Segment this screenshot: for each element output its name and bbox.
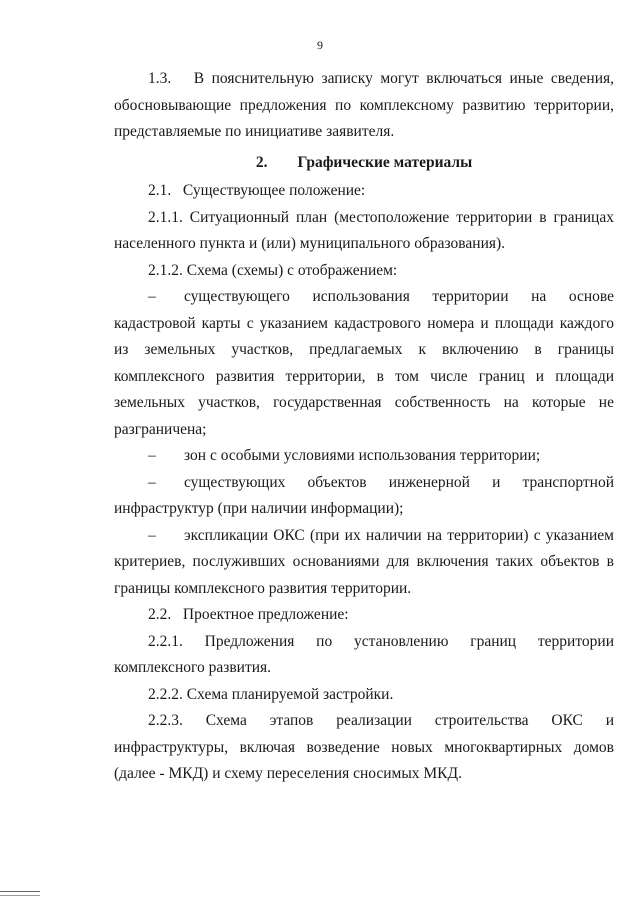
list-item-existing-use bbox=[114, 284, 614, 443]
scan-edge-mark bbox=[0, 891, 40, 896]
list-item-text: существующего использования территории на основе кадастровой карты с указанием кадастрового номера и площади каждого из земельных участков, предлагаемых к включению в границы комплексного развития территории, в том числе границ и площади земельных участков, государственная собственность на которые не разграничена; bbox=[114, 288, 614, 438]
paragraph-2-1-1: 2.1.1. Ситуационный план (местоположение территории в границах населенного пункта и (или) муниципального образования). bbox=[114, 208, 614, 252]
dash-marker: – bbox=[148, 473, 156, 491]
paragraph-2-2: 2.2. Проектное предложение: bbox=[148, 606, 349, 623]
section-heading bbox=[114, 150, 614, 177]
list-item-text: существующих объектов инженерной и транспортной инфраструктур (при наличии информации); bbox=[114, 473, 614, 517]
paragraph-2-2-2: 2.2.2. Схема планируемой застройки. bbox=[148, 685, 394, 703]
page-number: 9 bbox=[317, 38, 323, 52]
list-item-infrastructure bbox=[114, 470, 614, 523]
dash-marker: – bbox=[148, 447, 156, 464]
paragraph-2-1-2: 2.1.2. Схема (схемы) с отображением: bbox=[148, 261, 398, 279]
paragraph-2-2-3: 2.2.3. Схема этапов реализации строительства ОКС и инфраструктуры, включая возведение новых многоквартирных домов (далее - МКД) и схему переселения сносимых МКД. bbox=[114, 712, 614, 782]
dash-marker: – bbox=[148, 288, 156, 305]
dash-marker: – bbox=[148, 526, 156, 544]
document-body bbox=[114, 66, 614, 788]
paragraph-2-1: 2.1. Существующее положение: bbox=[148, 182, 366, 199]
section-heading-text: Графические материалы bbox=[297, 153, 473, 171]
list-item-special-zones bbox=[114, 443, 614, 470]
list-item-explication bbox=[114, 523, 614, 603]
section-heading-number: 2. bbox=[255, 153, 268, 171]
paragraph-2-2-1: 2.2.1. Предложения по установлению границ территории комплексного развития. bbox=[114, 632, 614, 676]
list-item-text: экспликации ОКС (при их наличии на территории) с указанием критериев, послуживших основаниями для включения таких объектов в границы комплексного развития территории. bbox=[114, 526, 614, 597]
list-item-text: зон с особыми условиями использования территории; bbox=[184, 447, 541, 464]
paragraph-1-3: 1.3. В пояснительную записку могут включаться иные сведения, обосновывающие предложения по комплексному развитию территории, представляемые по инициативе заявителя. bbox=[114, 70, 614, 140]
